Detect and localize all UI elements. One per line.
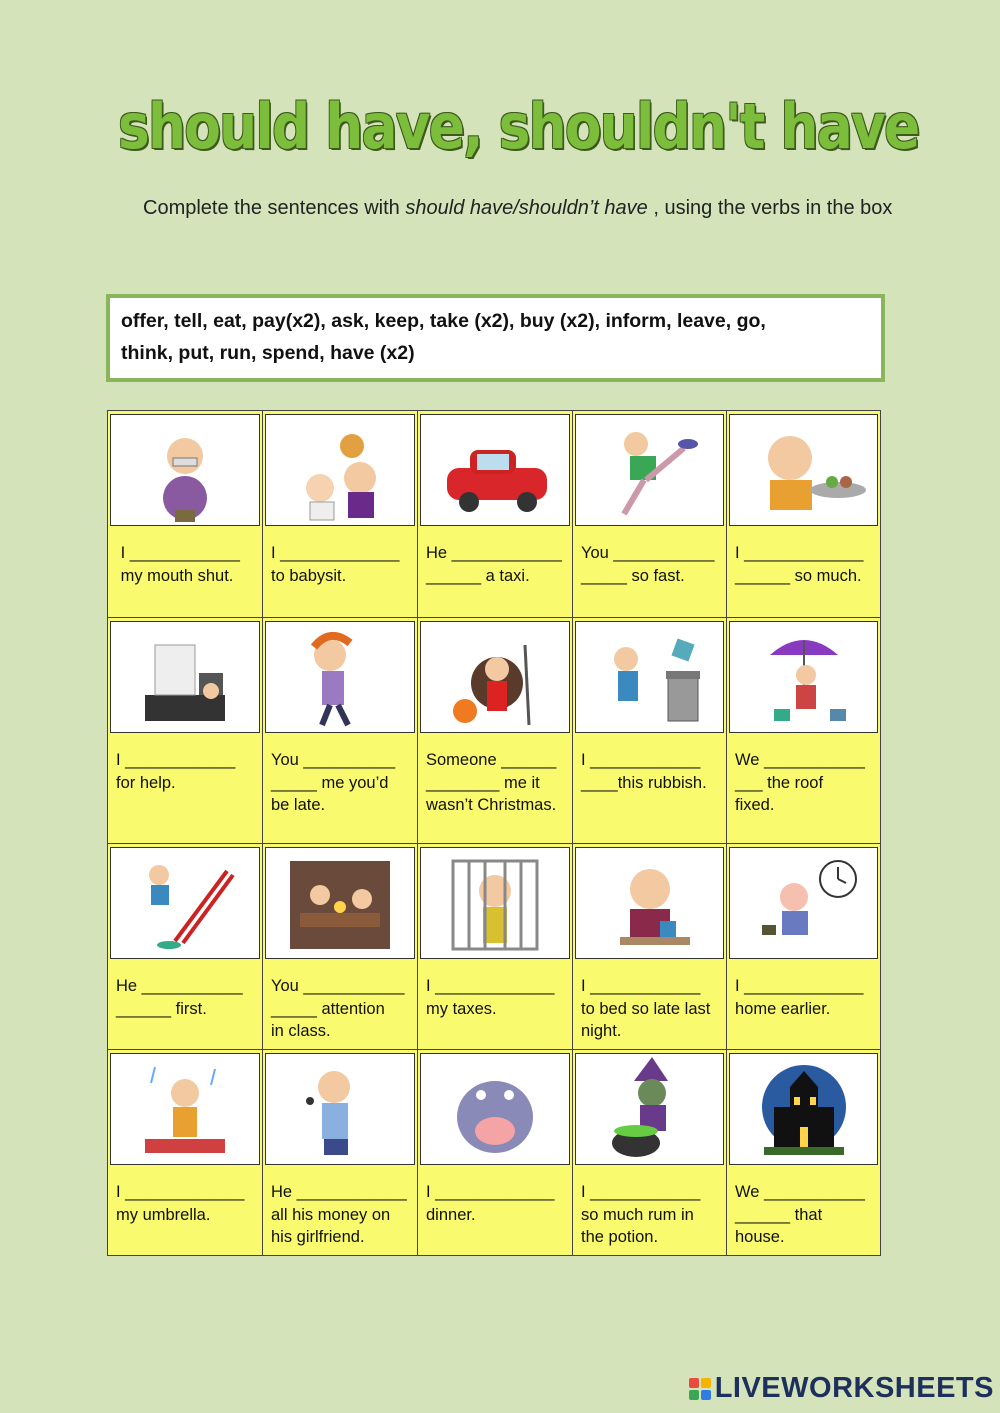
sentence-line: ___ the roof — [735, 773, 824, 792]
exercise-row — [108, 844, 881, 1050]
cartoon-picture — [420, 847, 570, 959]
sentence-line: the potion. — [581, 1228, 659, 1246]
exercise-cell — [418, 618, 573, 844]
cartoon-picture — [729, 1053, 878, 1165]
exercise-cell — [418, 844, 573, 1050]
verb-box — [106, 294, 885, 382]
exercise-cell — [727, 1050, 881, 1256]
exercise-cell — [108, 411, 263, 618]
broken-car-icon — [425, 418, 565, 522]
babysitter-chaos-icon — [270, 418, 410, 522]
sentence-line: I ____________ — [116, 544, 240, 562]
exercise-cell — [573, 618, 727, 844]
sentence-line: fixed. — [735, 796, 775, 814]
sentence-text — [108, 733, 262, 822]
sentence-text — [573, 1165, 726, 1255]
sentence-text — [418, 526, 572, 593]
leaking-roof-icon — [734, 625, 874, 729]
haunted-house-icon — [734, 1057, 874, 1161]
cartoon-picture — [729, 847, 878, 959]
paperwork-desk-icon — [115, 625, 255, 729]
sentence-line — [426, 1226, 566, 1248]
sentence-text — [418, 959, 572, 1048]
exercise-cell — [418, 1050, 573, 1256]
sentence-line: You ___________ — [271, 977, 405, 995]
sentence-line — [116, 794, 256, 816]
sentence-line: _____ so fast. — [581, 566, 685, 585]
liveworksheets-logo — [689, 1372, 994, 1405]
cartoon-picture — [110, 847, 260, 959]
sentence-line: all his money on — [271, 1205, 391, 1224]
angry-woman-icon — [270, 625, 410, 729]
witch-cauldron-icon — [580, 1057, 720, 1161]
sentence-line: so much rum in — [581, 1205, 694, 1224]
exercise-cell — [108, 618, 263, 844]
sentence-line: We ___________ — [735, 1183, 865, 1201]
brand-name: LIVEWORKSHEETS — [714, 1372, 994, 1404]
sentence-line: ______ a taxi. — [426, 566, 530, 585]
sentence-line: in class. — [271, 1022, 331, 1040]
cartoon-picture — [110, 1053, 260, 1165]
exercise-cell — [727, 844, 881, 1050]
cartoon-picture — [729, 414, 878, 526]
verb-box-line: think, put, run, spend, have (x2) — [121, 342, 415, 364]
sentence-text — [727, 526, 880, 593]
sentence-text — [418, 733, 572, 823]
cartoon-picture — [420, 621, 570, 733]
exercise-row — [108, 1050, 881, 1256]
sentence-line: He ____________ — [426, 544, 562, 562]
sentence-line — [116, 1226, 256, 1248]
sentence-line: my taxes. — [426, 999, 497, 1018]
sentence-line: ______ first. — [116, 999, 207, 1018]
sentence-line: You ___________ — [581, 544, 715, 562]
verb-box-line: offer, tell, eat, pay(x2), ask, keep, take (x2), buy (x2), inform, leave, go, — [121, 310, 766, 332]
sentence-line: We ___________ — [735, 751, 865, 769]
cartoon-picture — [110, 621, 260, 733]
exercise-cell — [418, 411, 573, 618]
sentence-line: I _____________ — [735, 977, 864, 995]
cartoon-picture — [729, 621, 878, 733]
sentence-text — [263, 1165, 417, 1255]
cartoon-picture — [110, 414, 260, 526]
sentence-text — [263, 959, 417, 1049]
cartoon-picture — [575, 1053, 724, 1165]
sentence-text — [108, 1165, 262, 1254]
sentence-line: night. — [581, 1022, 622, 1040]
sentence-line: to babysit. — [271, 566, 347, 585]
falling-ladder-icon — [115, 851, 255, 955]
sentence-text — [263, 526, 417, 593]
man-mouth-taped-icon — [115, 418, 255, 522]
cartoon-picture — [420, 1053, 570, 1165]
cartoon-picture — [575, 621, 724, 733]
sentence-line: _____ attention — [271, 999, 385, 1018]
sentence-line: I _____________ — [426, 977, 555, 995]
sentence-line — [581, 794, 720, 816]
overeating-man-icon — [734, 418, 874, 522]
exercise-cell — [108, 844, 263, 1050]
exercise-cell — [573, 844, 727, 1050]
cartoon-picture — [575, 414, 724, 526]
sentence-text — [418, 1165, 572, 1254]
sentence-line: wasn’t Christmas. — [426, 796, 557, 814]
man-in-jail-icon — [425, 851, 565, 955]
late-businessman-icon — [734, 851, 874, 955]
exercise-cell — [263, 618, 418, 844]
sentence-line: I _____________ — [271, 544, 400, 562]
sentence-line: for help. — [116, 773, 176, 792]
sentence-line: my mouth shut. — [116, 566, 234, 585]
instructions-text: Complete the sentences with — [143, 197, 406, 219]
sentence-line: I ____________ — [581, 977, 701, 995]
liveworksheets-logo-icon — [689, 1378, 711, 1400]
instructions — [143, 192, 893, 224]
exercise-row — [108, 618, 881, 844]
cartoon-picture — [265, 847, 415, 959]
exercise-cell — [108, 1050, 263, 1256]
exhausted-runner-icon — [580, 418, 720, 522]
sentence-line: ____this rubbish. — [581, 773, 707, 792]
worksheet-title: should have, shouldn't have — [118, 90, 919, 163]
cartoon-picture — [265, 1053, 415, 1165]
cartoon-picture — [420, 414, 570, 526]
sentence-line: He ___________ — [116, 977, 243, 995]
exercise-cell — [263, 844, 418, 1050]
exercise-row — [108, 411, 881, 618]
rain-woman-icon — [115, 1057, 255, 1161]
exercise-cell — [263, 1050, 418, 1256]
sentence-line: Someone ______ — [426, 751, 557, 769]
sentence-line: to bed so late last — [581, 999, 711, 1018]
sentence-line: house. — [735, 1228, 785, 1246]
sentence-line: ______ that — [735, 1205, 823, 1224]
sentence-line: home earlier. — [735, 999, 831, 1018]
tired-man-coffee-icon — [580, 851, 720, 955]
sentence-line: be late. — [271, 796, 326, 814]
empty-pockets-man-icon — [270, 1057, 410, 1161]
sentence-line: I _____________ — [735, 544, 864, 562]
sentence-line: I ____________ — [581, 751, 701, 769]
sentence-line: I ____________ — [116, 751, 236, 769]
exercise-cell — [727, 411, 881, 618]
sentence-line — [426, 1020, 566, 1042]
sentence-line: He ____________ — [271, 1183, 407, 1201]
exercise-cell — [727, 618, 881, 844]
sentence-line: I ____________ — [581, 1183, 701, 1201]
sentence-line: I _____________ — [426, 1183, 555, 1201]
sentence-text — [727, 959, 880, 1048]
class-study-icon — [270, 851, 410, 955]
sentence-text — [727, 1165, 880, 1255]
hippo-icon — [425, 1057, 565, 1161]
exercise-cell — [573, 1050, 727, 1256]
instructions-text-end: , using the verbs in the box — [647, 197, 893, 219]
sentence-line: I _____________ — [116, 1183, 245, 1201]
sentence-line: _____ me you’d — [271, 773, 389, 792]
sentence-text — [108, 526, 262, 593]
exercise-cell — [263, 411, 418, 618]
sentence-line: ______ so much. — [735, 566, 862, 585]
rubbish-bin-icon — [580, 625, 720, 729]
sentence-line — [116, 1020, 256, 1042]
sentence-line: his girlfriend. — [271, 1228, 365, 1246]
instructions-italic: should have/shouldn’t have — [405, 197, 648, 219]
halloween-costume-icon — [425, 625, 565, 729]
sentence-text — [573, 733, 726, 822]
sentence-text — [727, 733, 880, 823]
sentence-line: my umbrella. — [116, 1205, 211, 1224]
exercise-cell — [573, 411, 727, 618]
sentence-text — [573, 959, 726, 1049]
cartoon-picture — [575, 847, 724, 959]
exercise-grid — [107, 410, 881, 1256]
sentence-text — [263, 733, 417, 823]
cartoon-picture — [265, 621, 415, 733]
sentence-line: ________ me it — [426, 773, 540, 792]
sentence-line: You __________ — [271, 751, 396, 769]
sentence-line: dinner. — [426, 1205, 476, 1224]
sentence-line — [735, 1020, 874, 1042]
cartoon-picture — [265, 414, 415, 526]
sentence-text — [573, 526, 726, 593]
sentence-text — [108, 959, 262, 1048]
